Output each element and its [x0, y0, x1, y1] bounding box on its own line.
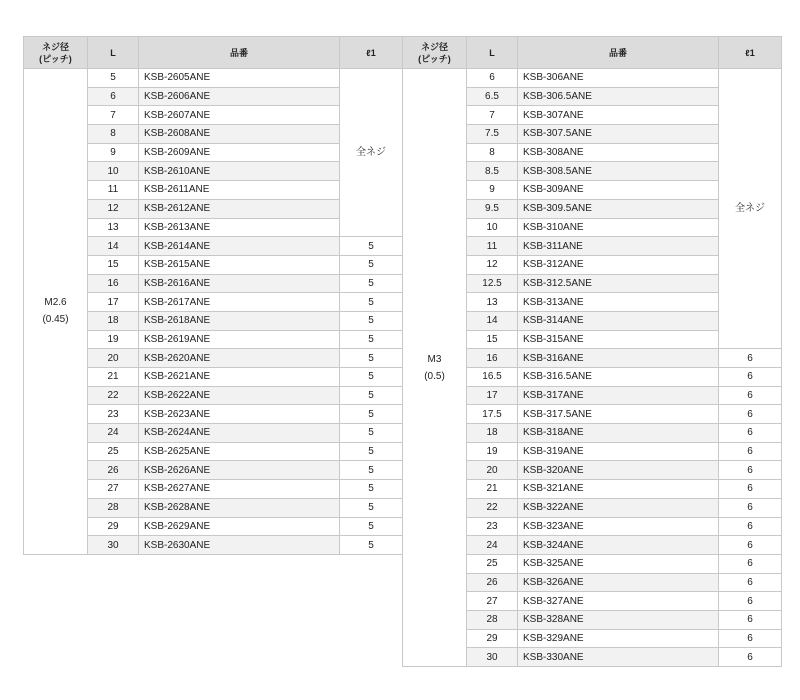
l1-cell: 5: [340, 405, 403, 424]
length-cell: 14: [88, 237, 139, 256]
l1-cell: 5: [340, 368, 403, 387]
part-number-cell: KSB-2618ANE: [139, 311, 340, 330]
table-row: [24, 69, 403, 88]
l1-cell: 5: [340, 330, 403, 349]
part-number-cell: KSB-306ANE: [518, 69, 719, 88]
length-cell: 21: [88, 368, 139, 387]
l1-cell: 5: [340, 517, 403, 536]
length-cell: 16.5: [467, 368, 518, 387]
length-cell: 29: [467, 629, 518, 648]
l1-cell: 6: [719, 405, 782, 424]
length-cell: 13: [88, 218, 139, 237]
length-cell: 12: [467, 255, 518, 274]
header-part-number: 品番: [518, 37, 719, 69]
part-number-cell: KSB-2620ANE: [139, 349, 340, 368]
length-cell: 10: [88, 162, 139, 181]
length-cell: 13: [467, 293, 518, 312]
part-number-cell: KSB-2611ANE: [139, 181, 340, 200]
length-cell: 17.5: [467, 405, 518, 424]
spec-table-m2-6: [23, 36, 403, 555]
length-cell: 26: [467, 573, 518, 592]
length-cell: 27: [467, 592, 518, 611]
length-cell: 30: [88, 536, 139, 555]
length-cell: 19: [467, 442, 518, 461]
part-number-cell: KSB-323ANE: [518, 517, 719, 536]
part-number-cell: KSB-315ANE: [518, 330, 719, 349]
thread-pitch: (0.45): [42, 314, 69, 326]
header-l1: ℓ1: [340, 37, 403, 69]
header-length: L: [467, 37, 518, 69]
table-row: [403, 69, 782, 88]
l1-cell: 6: [719, 386, 782, 405]
length-cell: 6.5: [467, 87, 518, 106]
part-number-cell: KSB-2609ANE: [139, 143, 340, 162]
part-number-cell: KSB-316ANE: [518, 349, 719, 368]
l1-cell: 5: [340, 255, 403, 274]
part-number-cell: KSB-310ANE: [518, 218, 719, 237]
length-cell: 5: [88, 69, 139, 88]
header-l1: ℓ1: [719, 37, 782, 69]
part-number-cell: KSB-316.5ANE: [518, 368, 719, 387]
part-number-cell: KSB-2628ANE: [139, 498, 340, 517]
length-cell: 16: [467, 349, 518, 368]
part-number-cell: KSB-320ANE: [518, 461, 719, 480]
part-number-cell: KSB-318ANE: [518, 424, 719, 443]
part-number-cell: KSB-309.5ANE: [518, 199, 719, 218]
header-thread-line2: (ピッチ): [39, 53, 72, 64]
l1-cell: 6: [719, 592, 782, 611]
part-number-cell: KSB-2607ANE: [139, 106, 340, 125]
l1-cell: 6: [719, 480, 782, 499]
full-thread-cell: 全ネジ: [340, 69, 403, 237]
header-thread-line2: (ピッチ): [418, 53, 451, 64]
thread-size-cell: [24, 69, 88, 555]
length-cell: 29: [88, 517, 139, 536]
table-header-row: [403, 37, 782, 69]
part-number-cell: KSB-307.5ANE: [518, 125, 719, 144]
part-number-cell: KSB-2610ANE: [139, 162, 340, 181]
length-cell: 20: [467, 461, 518, 480]
length-cell: 17: [88, 293, 139, 312]
spec-table-m3: [402, 36, 782, 667]
part-number-cell: KSB-326ANE: [518, 573, 719, 592]
table-body: [403, 69, 782, 667]
part-number-cell: KSB-2630ANE: [139, 536, 340, 555]
part-number-cell: KSB-329ANE: [518, 629, 719, 648]
part-number-cell: KSB-319ANE: [518, 442, 719, 461]
part-number-cell: KSB-328ANE: [518, 610, 719, 629]
l1-cell: 5: [340, 386, 403, 405]
thread-pitch: (0.5): [424, 370, 445, 382]
part-number-cell: KSB-2606ANE: [139, 87, 340, 106]
length-cell: 30: [467, 648, 518, 667]
length-cell: 11: [467, 237, 518, 256]
length-cell: 24: [467, 536, 518, 555]
part-number-cell: KSB-2621ANE: [139, 368, 340, 387]
part-number-cell: KSB-307ANE: [518, 106, 719, 125]
length-cell: 8.5: [467, 162, 518, 181]
length-cell: 24: [88, 424, 139, 443]
l1-cell: 5: [340, 461, 403, 480]
length-cell: 7: [88, 106, 139, 125]
length-cell: 9.5: [467, 199, 518, 218]
part-number-cell: KSB-2616ANE: [139, 274, 340, 293]
l1-cell: 5: [340, 480, 403, 499]
l1-cell: 5: [340, 311, 403, 330]
length-cell: 7.5: [467, 125, 518, 144]
l1-cell: 6: [719, 610, 782, 629]
l1-cell: 6: [719, 536, 782, 555]
length-cell: 15: [88, 255, 139, 274]
part-number-cell: KSB-2614ANE: [139, 237, 340, 256]
part-number-cell: KSB-306.5ANE: [518, 87, 719, 106]
part-number-cell: KSB-313ANE: [518, 293, 719, 312]
part-number-cell: KSB-2629ANE: [139, 517, 340, 536]
part-number-cell: KSB-2619ANE: [139, 330, 340, 349]
length-cell: 18: [88, 311, 139, 330]
length-cell: 25: [467, 554, 518, 573]
header-thread-size: [403, 37, 467, 69]
l1-cell: 6: [719, 573, 782, 592]
part-number-cell: KSB-2623ANE: [139, 405, 340, 424]
header-thread-line1: ネジ径: [41, 41, 69, 52]
length-cell: 28: [88, 498, 139, 517]
part-number-cell: KSB-2624ANE: [139, 424, 340, 443]
length-cell: 20: [88, 349, 139, 368]
l1-cell: 6: [719, 368, 782, 387]
l1-cell: 6: [719, 424, 782, 443]
l1-cell: 5: [340, 349, 403, 368]
length-cell: 12: [88, 199, 139, 218]
part-number-cell: KSB-325ANE: [518, 554, 719, 573]
part-number-cell: KSB-312ANE: [518, 255, 719, 274]
part-number-cell: KSB-322ANE: [518, 498, 719, 517]
part-number-cell: KSB-324ANE: [518, 536, 719, 555]
part-number-cell: KSB-2617ANE: [139, 293, 340, 312]
l1-cell: 5: [340, 424, 403, 443]
length-cell: 6: [467, 69, 518, 88]
length-cell: 22: [88, 386, 139, 405]
length-cell: 14: [467, 311, 518, 330]
length-cell: 11: [88, 181, 139, 200]
length-cell: 21: [467, 480, 518, 499]
part-number-cell: KSB-308.5ANE: [518, 162, 719, 181]
length-cell: 27: [88, 480, 139, 499]
part-number-cell: KSB-317ANE: [518, 386, 719, 405]
table-body: [24, 69, 403, 555]
full-thread-cell: 全ネジ: [719, 69, 782, 349]
part-number-cell: KSB-2612ANE: [139, 199, 340, 218]
part-number-cell: KSB-317.5ANE: [518, 405, 719, 424]
part-number-cell: KSB-312.5ANE: [518, 274, 719, 293]
length-cell: 8: [467, 143, 518, 162]
length-cell: 26: [88, 461, 139, 480]
l1-cell: 5: [340, 498, 403, 517]
part-number-cell: KSB-321ANE: [518, 480, 719, 499]
l1-cell: 6: [719, 442, 782, 461]
length-cell: 19: [88, 330, 139, 349]
header-thread-line1: ネジ径: [420, 41, 448, 52]
length-cell: 15: [467, 330, 518, 349]
l1-cell: 6: [719, 517, 782, 536]
length-cell: 9: [88, 143, 139, 162]
length-cell: 8: [88, 125, 139, 144]
l1-cell: 6: [719, 554, 782, 573]
l1-cell: 5: [340, 442, 403, 461]
l1-cell: 5: [340, 274, 403, 293]
length-cell: 12.5: [467, 274, 518, 293]
length-cell: 23: [88, 405, 139, 424]
header-length: L: [88, 37, 139, 69]
l1-cell: 5: [340, 237, 403, 256]
l1-cell: 5: [340, 536, 403, 555]
thread-size-cell: [403, 69, 467, 667]
part-number-cell: KSB-2622ANE: [139, 386, 340, 405]
l1-cell: 6: [719, 648, 782, 667]
l1-cell: 5: [340, 293, 403, 312]
thread-size: M2.6: [44, 297, 67, 309]
part-number-cell: KSB-2627ANE: [139, 480, 340, 499]
length-cell: 6: [88, 87, 139, 106]
length-cell: 18: [467, 424, 518, 443]
part-number-cell: KSB-2613ANE: [139, 218, 340, 237]
l1-cell: 6: [719, 629, 782, 648]
length-cell: 28: [467, 610, 518, 629]
length-cell: 22: [467, 498, 518, 517]
part-number-cell: KSB-2625ANE: [139, 442, 340, 461]
table-header-row: [24, 37, 403, 69]
part-number-cell: KSB-330ANE: [518, 648, 719, 667]
length-cell: 23: [467, 517, 518, 536]
part-number-cell: KSB-2615ANE: [139, 255, 340, 274]
length-cell: 10: [467, 218, 518, 237]
l1-cell: 6: [719, 461, 782, 480]
length-cell: 17: [467, 386, 518, 405]
l1-cell: 6: [719, 349, 782, 368]
header-thread-size: [24, 37, 88, 69]
length-cell: 16: [88, 274, 139, 293]
part-number-cell: KSB-308ANE: [518, 143, 719, 162]
part-number-cell: KSB-2608ANE: [139, 125, 340, 144]
length-cell: 9: [467, 181, 518, 200]
part-number-cell: KSB-311ANE: [518, 237, 719, 256]
length-cell: 7: [467, 106, 518, 125]
part-number-cell: KSB-314ANE: [518, 311, 719, 330]
part-number-cell: KSB-2626ANE: [139, 461, 340, 480]
thread-size: M3: [427, 353, 442, 365]
part-number-cell: KSB-2605ANE: [139, 69, 340, 88]
header-part-number: 品番: [139, 37, 340, 69]
part-number-cell: KSB-327ANE: [518, 592, 719, 611]
l1-cell: 6: [719, 498, 782, 517]
part-number-cell: KSB-309ANE: [518, 181, 719, 200]
length-cell: 25: [88, 442, 139, 461]
